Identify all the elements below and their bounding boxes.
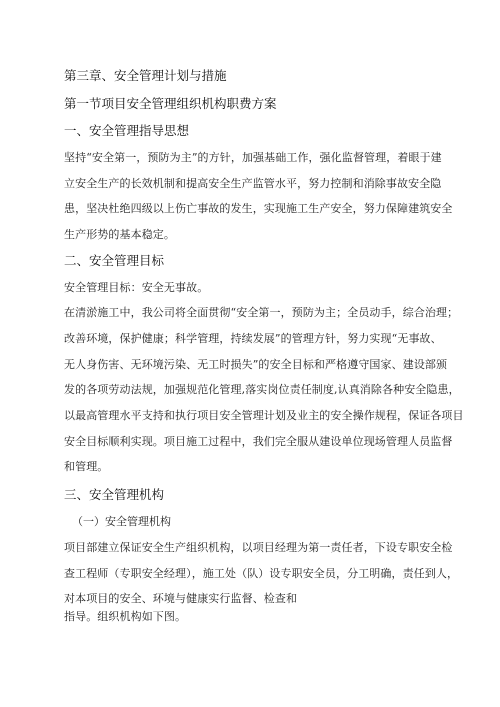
heading-guiding-ideology: 一、安全管理指导思想	[64, 123, 190, 138]
chapter-title: 第三章、安全管理计划与措施	[64, 68, 227, 83]
paragraph-line: 指导。组织机构如下图。	[64, 610, 187, 623]
heading-management-goal: 二、安全管理目标	[64, 253, 165, 268]
paragraph-line: 对本项目的安全、环境与健康实行监督、检查和	[64, 592, 298, 605]
paragraph-line: 项目部建立保证安全生产组织机构，以项目经理为第一责任者，下设专职安全检	[64, 541, 453, 554]
paragraph-line: 无人身伤害、无环境污染、无工时损失”的安全目标和严格遵守国家、建设部颁	[64, 358, 448, 371]
paragraph-line: 和管理。	[64, 460, 109, 473]
paragraph-line: 立安全生产的长效机制和提高安全生产监管水平，努力控制和消除事故安全隐	[64, 177, 442, 190]
paragraph-line: 患，坚决杜绝四级以上伤亡事故的发生，实现施工生产安全，努力保障建筑安全	[64, 202, 453, 215]
heading-management-organization: 三、安全管理机构	[64, 487, 165, 502]
paragraph-line: 以最高管理水平支持和执行项目安全管理计划及业主的安全操作规程，保证各项目	[64, 409, 464, 422]
paragraph-line: 安全目标顺利实现。项目施工过程中，我们完全服从建设单位现场管理人员监督	[64, 435, 453, 448]
section-title: 第一节项目安全管理组织机构职费方案	[64, 96, 277, 111]
paragraph-line: 坚持“安全第一，预防为主”的方针，加强基础工作，强化监督管理，着眼于建	[64, 151, 442, 164]
paragraph-line: 在清淤施工中，我公司将全面贯彻“安全第一，预防为主；全员动手，综合治理；	[64, 306, 459, 319]
paragraph-line: 生产形势的基本稳定。	[64, 228, 175, 241]
paragraph-line: 发的各项劳动法规，加强规范化管理,落实岗位责任制度,认真消除各种安全隐患，	[64, 383, 460, 396]
paragraph-line: 查工程师（专职安全经理），施工处（队）设专职安全员，分工明确，责任到人，	[64, 567, 459, 580]
paragraph-line: 改善环境，保护健康；科学管理，持续发展”的管理方针，努力实现“无事故、	[64, 332, 442, 345]
goal-line: 安全管理目标：安全无事故。	[64, 281, 209, 294]
subheading-organization: （一）安全管理机构	[72, 515, 171, 528]
